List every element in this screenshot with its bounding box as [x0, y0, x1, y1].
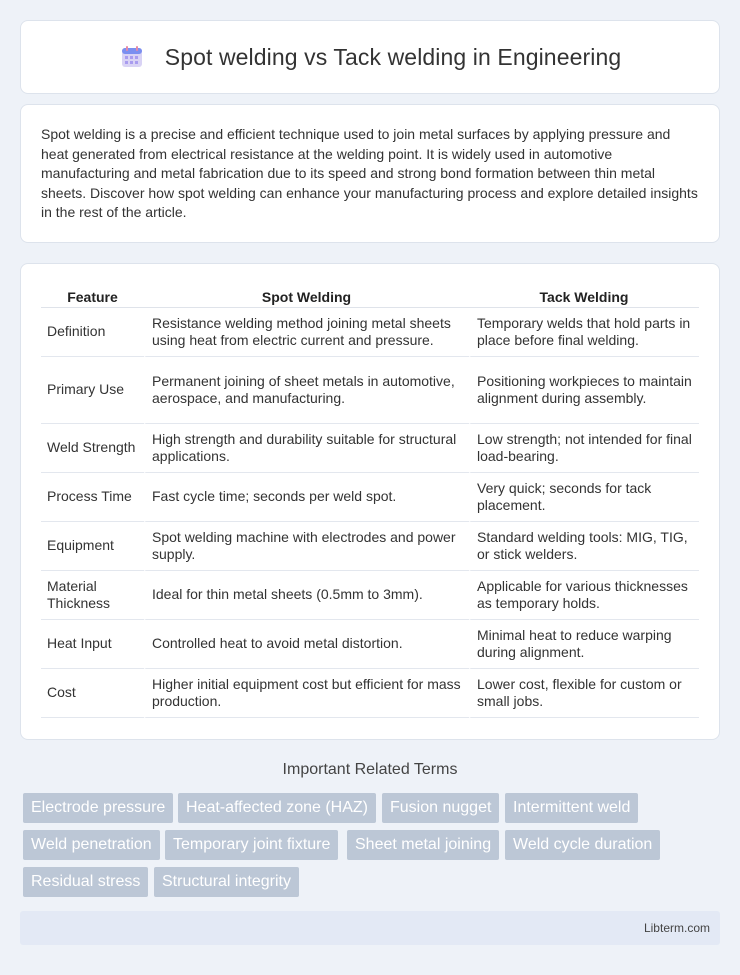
feature-cell: Cost: [41, 669, 144, 718]
tag-fusion-nugget[interactable]: Fusion nugget: [382, 793, 499, 823]
spot-cell: Spot welding machine with electrodes and power supply.: [144, 522, 469, 571]
table-row: [41, 424, 699, 473]
footer: [20, 911, 720, 945]
table-header-row: [41, 286, 699, 308]
spot-cell: Higher initial equipment cost but efficient for mass production.: [144, 669, 469, 718]
spot-cell: Permanent joining of sheet metals in automotive, aerospace, and manufacturing.: [144, 357, 469, 424]
tack-cell: Standard welding tools: MIG, TIG, or stick welders.: [469, 522, 699, 571]
tag-structural-integrity[interactable]: Structural integrity: [154, 867, 299, 897]
column-header-tack: Tack Welding: [469, 286, 699, 308]
feature-cell: Process Time: [41, 473, 144, 522]
column-header-feature: Feature: [41, 286, 144, 308]
spot-cell: High strength and durability suitable for structural applications.: [144, 424, 469, 473]
spot-cell: Controlled heat to avoid metal distortion.: [144, 620, 469, 669]
feature-cell: Material Thickness: [41, 571, 144, 620]
comparison-table: [41, 286, 699, 718]
tag-residual-stress[interactable]: Residual stress: [23, 867, 148, 897]
spot-cell: Ideal for thin metal sheets (0.5mm to 3mm).: [144, 571, 469, 620]
calendar-icon: [119, 44, 145, 70]
table-row: [41, 669, 699, 718]
tag-weld-penetration[interactable]: Weld penetration: [23, 830, 160, 860]
intro-text: Spot welding is a precise and efficient technique used to join metal surfaces by applying pressure and heat generated from electrical resistance at the welding point. It is widely used in automotive manufacturing and metal fabrication due to its speed and strong bond formation between thin metal sheets. Discover how spot welding can enhance your manufacturing process and explore detailed insights in the rest of the article.: [41, 126, 698, 221]
tag-sheet-metal-joining[interactable]: Sheet metal joining: [347, 830, 499, 860]
tack-cell: Low strength; not intended for final load-bearing.: [469, 424, 699, 473]
table-row: [41, 473, 699, 522]
feature-cell: Weld Strength: [41, 424, 144, 473]
column-header-spot: Spot Welding: [144, 286, 469, 308]
tack-cell: Positioning workpieces to maintain alignment during assembly.: [469, 357, 699, 424]
tack-cell: Lower cost, flexible for custom or small jobs.: [469, 669, 699, 718]
tag-temporary-joint-fixture[interactable]: Temporary joint fixture: [165, 830, 338, 860]
tack-cell: Minimal heat to reduce warping during alignment.: [469, 620, 699, 669]
spot-cell: Resistance welding method joining metal sheets using heat from electric current and pressure.: [144, 308, 469, 357]
intro-card: [20, 104, 720, 243]
table-row: [41, 571, 699, 620]
title-card: [20, 20, 720, 94]
tag-intermittent-weld[interactable]: Intermittent weld: [505, 793, 638, 823]
table-row: [41, 620, 699, 669]
tag-electrode-pressure[interactable]: Electrode pressure: [23, 793, 173, 823]
feature-cell: Heat Input: [41, 620, 144, 669]
tack-cell: Applicable for various thicknesses as temporary holds.: [469, 571, 699, 620]
tack-cell: Very quick; seconds for tack placement.: [469, 473, 699, 522]
feature-cell: Equipment: [41, 522, 144, 571]
feature-cell: Definition: [41, 308, 144, 357]
tag-heat-affected-zone[interactable]: Heat-affected zone (HAZ): [178, 793, 376, 823]
page-title: Spot welding vs Tack welding in Engineering: [164, 43, 622, 70]
related-terms-heading: Important Related Terms: [282, 761, 458, 778]
spot-cell: Fast cycle time; seconds per weld spot.: [144, 473, 469, 522]
feature-cell: Primary Use: [41, 357, 144, 424]
table-row: [41, 522, 699, 571]
table-row: [41, 357, 699, 424]
table-row: [41, 308, 699, 357]
tag-weld-cycle-duration[interactable]: Weld cycle duration: [505, 830, 660, 860]
comparison-table-card: [20, 263, 720, 740]
tack-cell: Temporary welds that hold parts in place before final welding.: [469, 308, 699, 357]
footer-site-link[interactable]: Libterm.com: [643, 921, 710, 935]
